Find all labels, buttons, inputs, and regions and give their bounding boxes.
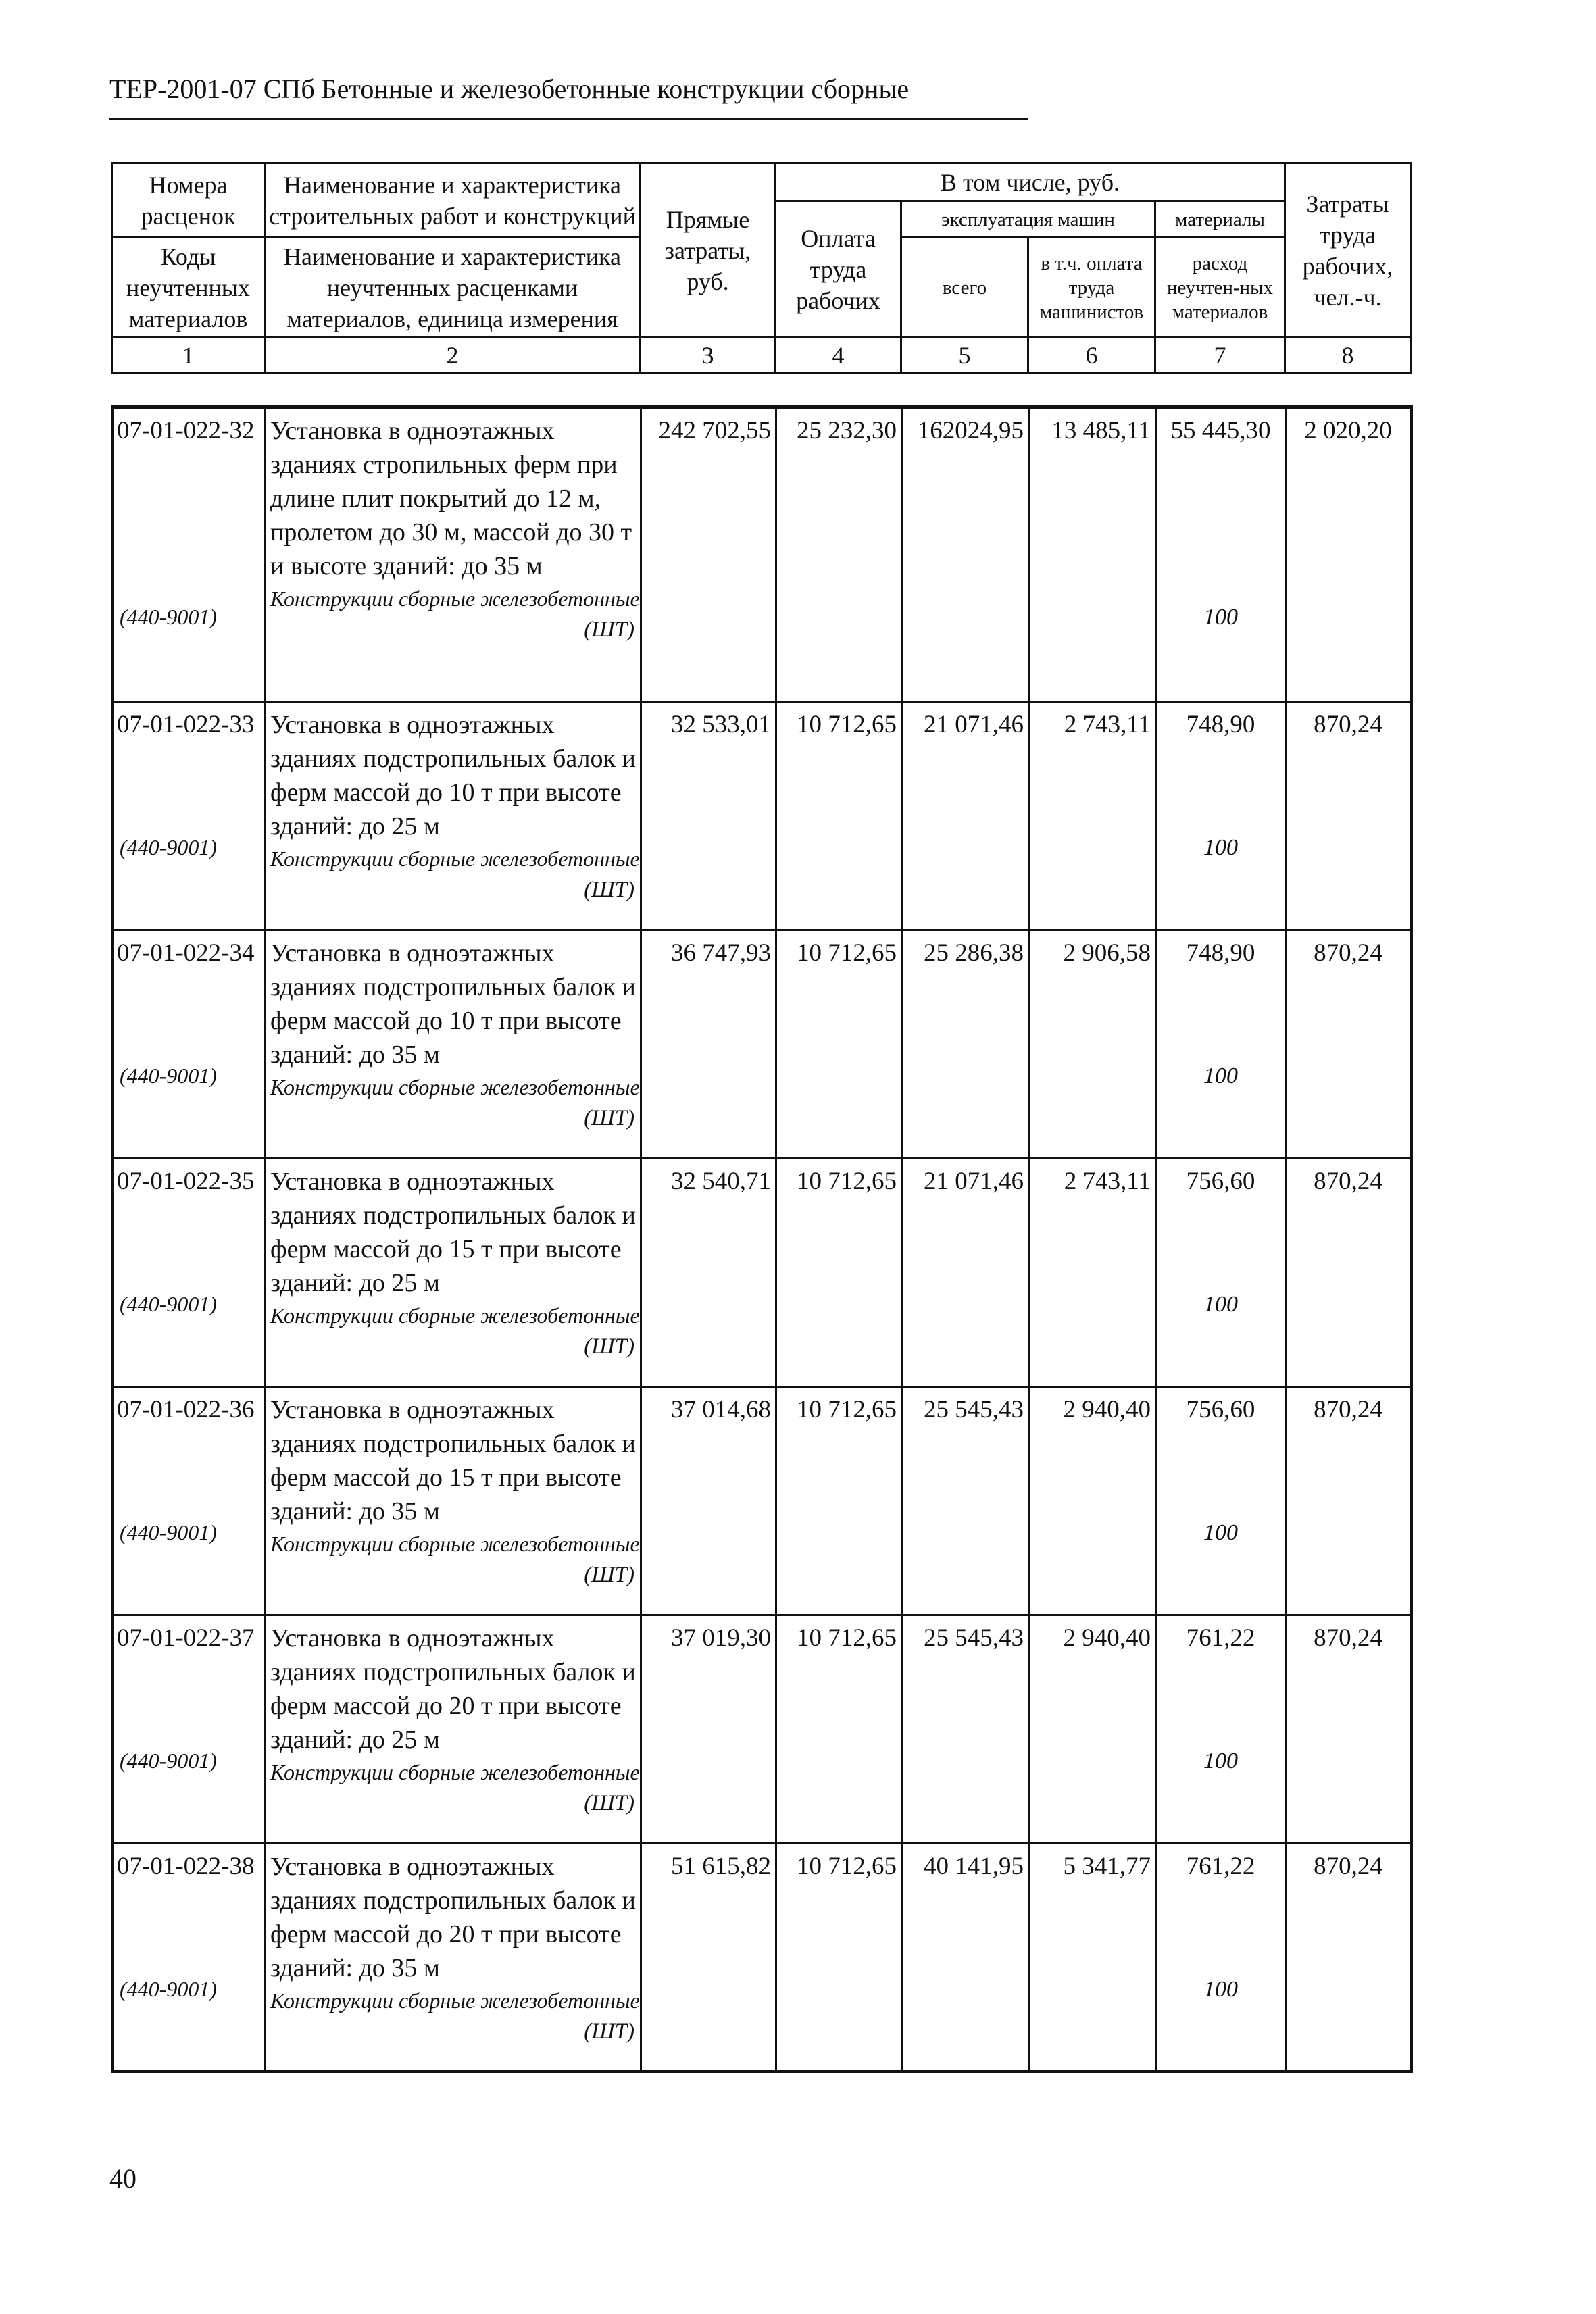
machines-total: 40 141,95 [924, 1853, 1024, 1880]
material-code: (440-9001) [120, 1749, 217, 1773]
machines-total: 25 545,43 [924, 1624, 1024, 1652]
unit-label: (ШТ) [584, 2019, 634, 2044]
machines-total: 25 286,38 [924, 939, 1024, 967]
rate-code: 07-01-022-35 [117, 1167, 255, 1195]
header-rule [109, 118, 1028, 120]
table-row [113, 702, 1412, 930]
column-number: 7 [1155, 338, 1285, 374]
machines-total: 21 071,46 [924, 711, 1024, 738]
rate-code: 07-01-022-36 [117, 1396, 255, 1424]
rate-code-cell [113, 702, 266, 930]
header-rates-numbers: Номера расценок [112, 164, 265, 238]
rate-code: 07-01-022-38 [117, 1853, 255, 1880]
material-name: Конструкции сборные железобетонные [270, 1760, 640, 1784]
materials-cost: 761,22 [1186, 1853, 1255, 1880]
material-quantity: 100 [1203, 835, 1238, 860]
header-machinists-pay: в т.ч. оплата труда машинистов [1028, 238, 1155, 338]
worker-pay: 10 712,65 [797, 1853, 897, 1880]
page-header: ТЕР-2001-07 СПб Бетонные и железобетонные конструкции сборные [109, 74, 909, 104]
unit-label: (ШТ) [584, 1791, 634, 1815]
column-number: 3 [641, 338, 776, 374]
column-number: 5 [901, 338, 1028, 374]
worker-pay: 25 232,30 [797, 417, 897, 445]
material-quantity: 100 [1203, 1749, 1238, 1774]
material-quantity: 100 [1203, 605, 1238, 630]
labor-hours: 2 020,20 [1304, 417, 1392, 445]
description-cell [266, 702, 641, 930]
machinists-pay: 2 940,40 [1063, 1396, 1151, 1424]
column-number: 4 [776, 338, 901, 374]
machines-total: 21 071,46 [924, 1167, 1024, 1195]
description-cell [266, 1387, 641, 1615]
direct-costs: 51 615,82 [671, 1853, 771, 1880]
labor-hours: 870,24 [1314, 1624, 1382, 1652]
rate-code-cell [113, 1159, 266, 1387]
work-description: Установка в одноэтажных зданиях подстропильных балок и ферм массой до 10 т при высоте зданий: до 25 м [270, 711, 636, 840]
table-row [113, 1844, 1412, 2072]
materials-cost: 748,90 [1186, 711, 1255, 738]
material-quantity: 100 [1203, 1063, 1238, 1088]
materials-cost: 55 445,30 [1170, 417, 1271, 445]
worker-pay: 10 712,65 [797, 711, 897, 738]
worker-pay: 10 712,65 [797, 1396, 897, 1424]
page-number: 40 [109, 2163, 136, 2194]
work-description: Установка в одноэтажных зданиях подстропильных балок и ферм массой до 20 т при высоте зданий: до 35 м [270, 1853, 636, 1982]
rate-code: 07-01-022-33 [117, 711, 255, 738]
header-machines-group: эксплуатация машин [901, 201, 1155, 238]
table-header [111, 162, 1412, 374]
machines-total: 25 545,43 [924, 1396, 1024, 1424]
material-name: Конструкции сборные железобетонные [270, 586, 640, 611]
description-cell [266, 1615, 641, 1844]
material-code: (440-9001) [120, 835, 217, 859]
table-row [113, 930, 1412, 1159]
machinists-pay: 2 743,11 [1064, 1167, 1151, 1195]
description-cell [266, 1159, 641, 1387]
column-number: 1 [112, 338, 265, 374]
header-machines-total: всего [901, 238, 1028, 338]
materials-cost: 756,60 [1186, 1167, 1255, 1195]
machines-total: 162024,95 [917, 417, 1024, 445]
header-worker-pay: Оплата труда рабочих [776, 201, 901, 338]
materials-cost: 761,22 [1186, 1624, 1255, 1652]
material-name: Конструкции сборные железобетонные [270, 847, 640, 871]
materials-cost: 748,90 [1186, 939, 1255, 967]
material-name: Конструкции сборные железобетонные [270, 1303, 640, 1328]
direct-costs: 37 014,68 [671, 1396, 771, 1424]
header-material-names: Наименование и характеристика неучтенных расценками материалов, единица измерения [265, 238, 641, 338]
work-description: Установка в одноэтажных зданиях стропильных ферм при длине плит покрытий до 12 м, пролетом до 30 м, массой до 30 т и высоте зданий: до 35 м [270, 417, 632, 580]
rate-code: 07-01-022-34 [117, 939, 255, 967]
machinists-pay: 5 341,77 [1063, 1853, 1151, 1880]
header-including-group: В том числе, руб. [776, 164, 1285, 201]
material-quantity: 100 [1203, 1520, 1238, 1545]
rate-code-cell [113, 407, 266, 702]
rate-code-cell [113, 1844, 266, 2072]
header-unaccounted-materials: расход неучтен-ных материалов [1155, 238, 1285, 338]
material-name: Конструкции сборные железобетонные [270, 1075, 640, 1099]
labor-hours: 870,24 [1314, 711, 1382, 738]
table-row [113, 407, 1412, 702]
materials-cost: 756,60 [1186, 1396, 1255, 1424]
worker-pay: 10 712,65 [797, 1624, 897, 1652]
material-code: (440-9001) [120, 1977, 217, 2001]
header-labor-hours: Затраты труда рабочих, чел.-ч. [1285, 164, 1411, 338]
material-name: Конструкции сборные железобетонные [270, 1532, 640, 1556]
unit-label: (ШТ) [584, 1106, 634, 1130]
labor-hours: 870,24 [1314, 939, 1382, 967]
table-row [113, 1159, 1412, 1387]
direct-costs: 37 019,30 [671, 1624, 771, 1652]
description-cell [266, 1844, 641, 2072]
worker-pay: 10 712,65 [797, 1167, 897, 1195]
header-direct-costs: Прямые затраты, руб. [641, 164, 776, 338]
material-code: (440-9001) [120, 1520, 217, 1544]
unit-label: (ШТ) [584, 1334, 634, 1359]
unit-label: (ШТ) [584, 1563, 634, 1587]
machinists-pay: 2 906,58 [1063, 939, 1151, 967]
column-number: 2 [265, 338, 641, 374]
table-row [113, 1615, 1412, 1844]
description-cell [266, 407, 641, 702]
header-materials-group: материалы [1155, 201, 1285, 238]
column-number: 8 [1285, 338, 1411, 374]
unit-label: (ШТ) [584, 878, 634, 902]
table-row [113, 1387, 1412, 1615]
work-description: Установка в одноэтажных зданиях подстропильных балок и ферм массой до 15 т при высоте зданий: до 35 м [270, 1396, 636, 1526]
header-material-codes: Коды неучтенных материалов [112, 238, 265, 338]
material-code: (440-9001) [120, 605, 217, 629]
direct-costs: 32 533,01 [671, 711, 771, 738]
header-work-name: Наименование и характеристика строительных работ и конструкций [265, 164, 641, 238]
rate-code-cell [113, 1387, 266, 1615]
rate-code-cell [113, 930, 266, 1159]
machinists-pay: 13 485,11 [1051, 417, 1151, 445]
direct-costs: 32 540,71 [671, 1167, 771, 1195]
material-quantity: 100 [1203, 1977, 1238, 2002]
rate-code: 07-01-022-32 [117, 417, 255, 445]
labor-hours: 870,24 [1314, 1853, 1382, 1880]
work-description: Установка в одноэтажных зданиях подстропильных балок и ферм массой до 15 т при высоте зданий: до 25 м [270, 1167, 636, 1297]
rate-code: 07-01-022-37 [117, 1624, 255, 1652]
column-number: 6 [1028, 338, 1155, 374]
labor-hours: 870,24 [1314, 1396, 1382, 1424]
machinists-pay: 2 940,40 [1063, 1624, 1151, 1652]
description-cell [266, 930, 641, 1159]
rates-table [111, 405, 1413, 2073]
work-description: Установка в одноэтажных зданиях подстропильных балок и ферм массой до 20 т при высоте зданий: до 25 м [270, 1624, 636, 1754]
direct-costs: 242 702,55 [658, 417, 771, 445]
material-code: (440-9001) [120, 1292, 217, 1316]
worker-pay: 10 712,65 [797, 939, 897, 967]
work-description: Установка в одноэтажных зданиях подстропильных балок и ферм массой до 10 т при высоте зданий: до 35 м [270, 939, 636, 1069]
material-name: Конструкции сборные железобетонные [270, 1988, 640, 2013]
material-code: (440-9001) [120, 1063, 217, 1088]
labor-hours: 870,24 [1314, 1167, 1382, 1195]
direct-costs: 36 747,93 [671, 939, 771, 967]
rate-code-cell [113, 1615, 266, 1844]
material-quantity: 100 [1203, 1292, 1238, 1317]
machinists-pay: 2 743,11 [1064, 711, 1151, 738]
unit-label: (ШТ) [584, 618, 634, 642]
